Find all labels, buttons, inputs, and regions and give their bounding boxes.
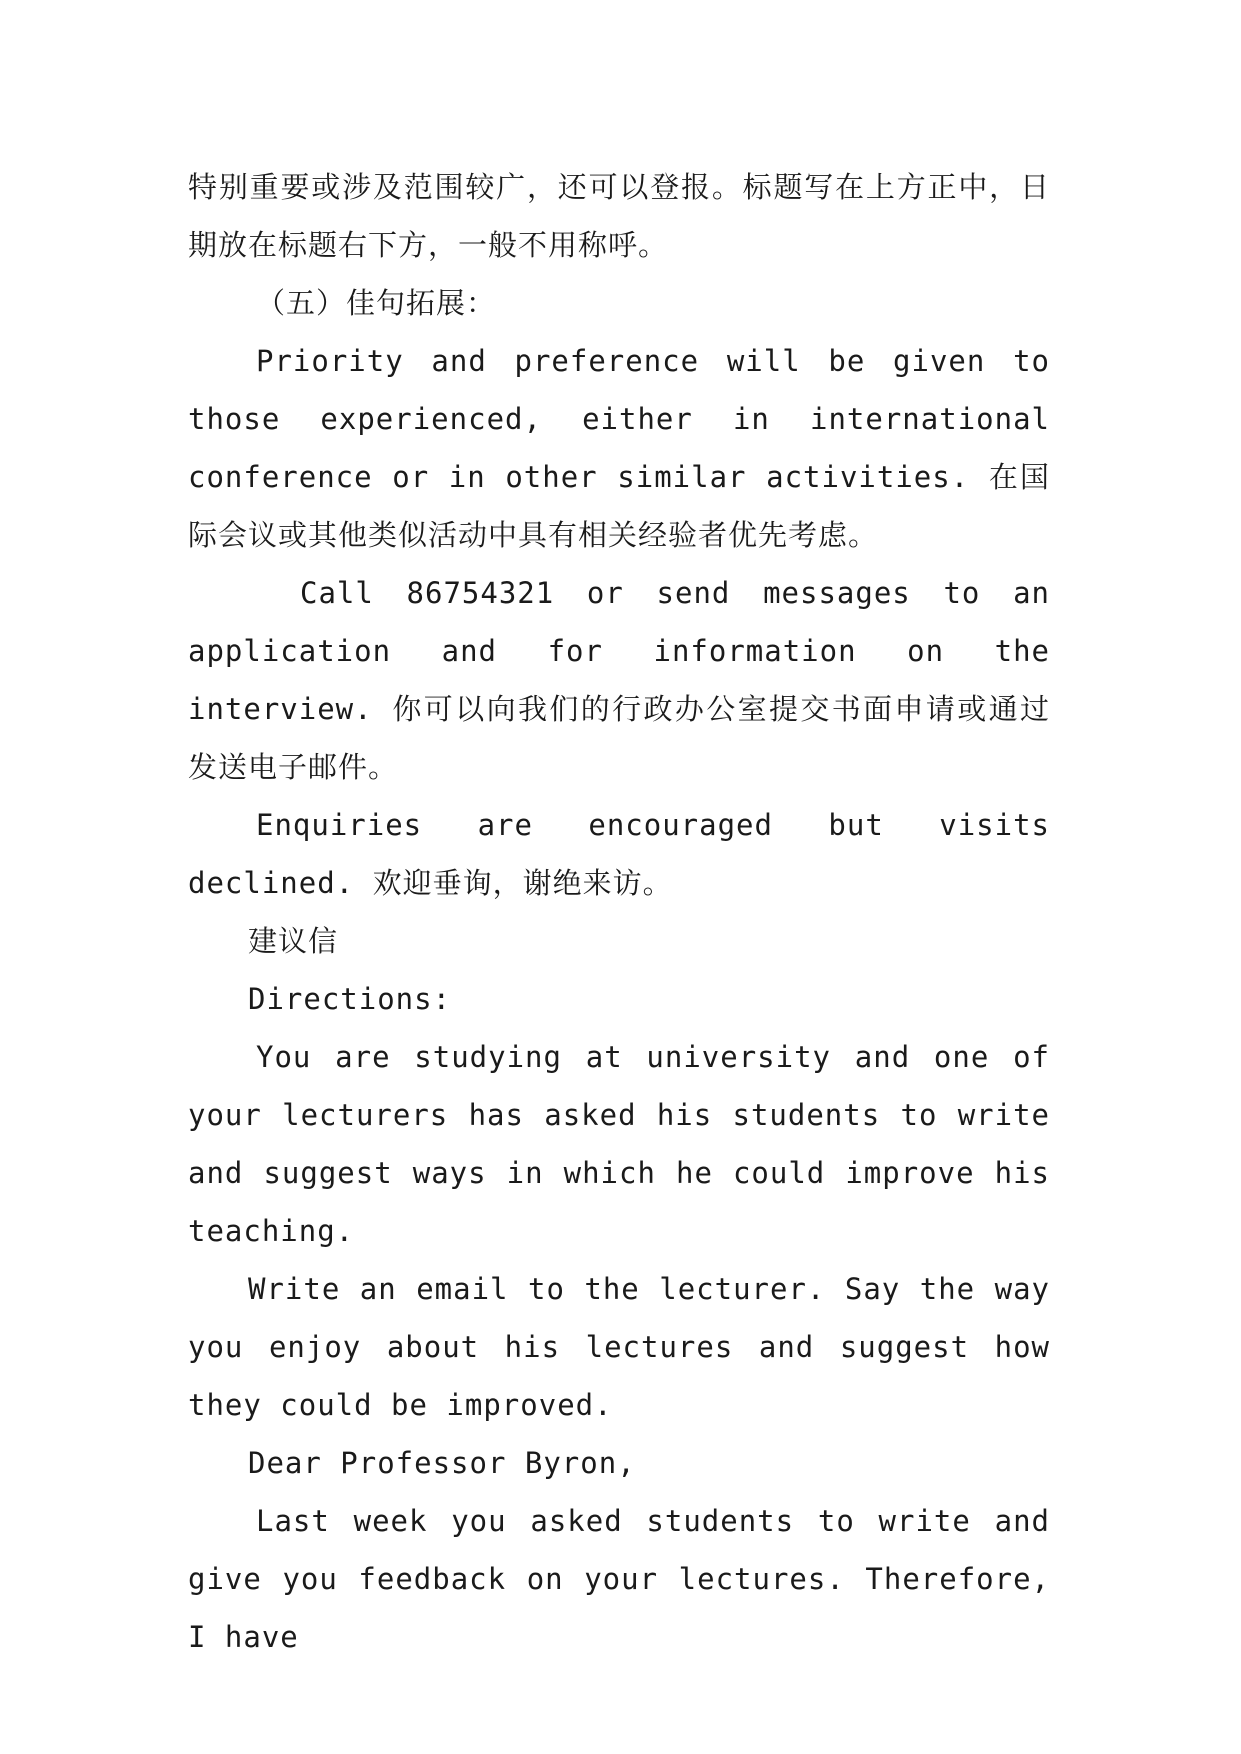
document-body [188, 158, 1050, 1666]
paragraph-letter-body: Last week you asked students to write and give you feedback on your lectures. Therefore, I have [188, 1504, 1050, 1654]
paragraph-task: Write an email to the lecturer. Say the way you enjoy about his lectures and suggest how they could be improved. [188, 1272, 1050, 1422]
paragraph-priority: Priority and preference will be given to those experienced, either in international conference or in other similar activities. 在国际会议或其他类似活动中具有相关经验者优先考虑。 [188, 344, 1050, 552]
paragraph-intro: 特别重要或涉及范围较广，还可以登报。标题写在上方正中，日期放在标题右下方，一般不用称呼。 [188, 170, 1050, 262]
paragraph-enquiries: Enquiries are encouraged but visits declined. 欢迎垂询，谢绝来访。 [188, 808, 1050, 900]
paragraph-call: Call 86754321 or send messages to an application and for information on the interview. 你可以向我们的行政办公室提交书面申请或通过 发送电子邮件。 [188, 576, 1050, 784]
directions-label: Directions: [248, 982, 452, 1016]
section-title: 建议信 [248, 924, 339, 958]
paragraph-directions: You are studying at university and one of your lecturers has asked his students to write and suggest ways in which he could improve his teaching. [188, 1040, 1050, 1248]
salutation: Dear Professor Byron, [248, 1446, 636, 1480]
section-heading: （五）佳句拓展： [256, 286, 497, 320]
